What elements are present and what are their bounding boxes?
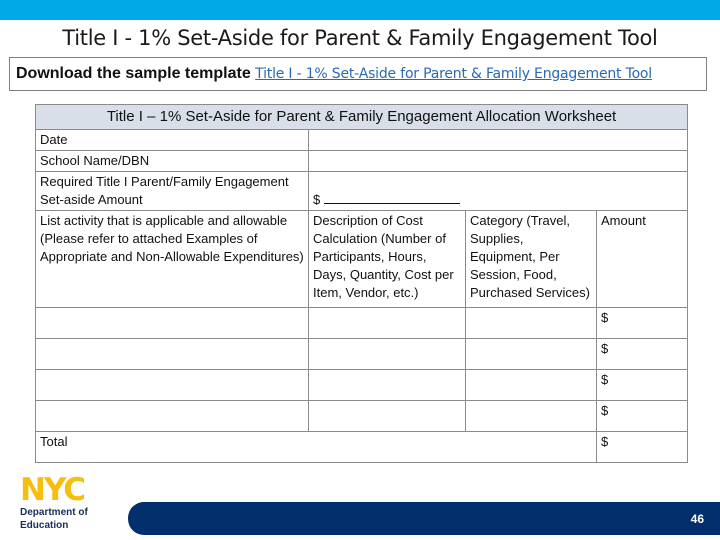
amount-cell[interactable]: $ <box>597 308 688 339</box>
description-header: Description of Cost Calculation (Number of Participants, Hours, Days, Quantity, Cost per Item, Vendor, etc.) <box>309 211 466 308</box>
description-cell[interactable] <box>309 370 466 401</box>
school-label: School Name/DBN <box>36 151 309 172</box>
setaside-amount-field[interactable] <box>309 172 688 211</box>
date-label: Date <box>36 130 309 151</box>
download-box <box>9 57 707 91</box>
activity-cell[interactable] <box>36 339 309 370</box>
description-cell[interactable] <box>309 308 466 339</box>
amount-cell[interactable]: $ <box>597 370 688 401</box>
top-accent-bar <box>0 0 720 20</box>
total-amount-cell[interactable]: $ <box>597 432 688 463</box>
logo-org-line1: Department of <box>20 507 88 518</box>
category-cell[interactable] <box>466 370 597 401</box>
category-cell[interactable] <box>466 401 597 432</box>
download-label: Download the sample template <box>16 65 251 82</box>
logo-org-line2: Education <box>20 520 69 531</box>
total-label: Total <box>36 432 597 463</box>
date-field[interactable] <box>309 130 688 151</box>
activity-cell[interactable] <box>36 370 309 401</box>
amount-header: Amount <box>597 211 688 308</box>
school-field[interactable] <box>309 151 688 172</box>
activity-cell[interactable] <box>36 401 309 432</box>
setaside-dollar: $ <box>313 192 321 207</box>
amount-cell[interactable]: $ <box>597 401 688 432</box>
activity-cell[interactable] <box>36 308 309 339</box>
activity-header: List activity that is applicable and allowable (Please refer to attached Examples of Appropriate and Non-Allowable Expenditures) <box>36 211 309 308</box>
category-cell[interactable] <box>466 339 597 370</box>
description-cell[interactable] <box>309 401 466 432</box>
template-link[interactable]: Title I - 1% Set-Aside for Parent & Family Engagement Tool <box>255 66 652 82</box>
category-header: Category (Travel, Supplies, Equipment, Per Session, Food, Purchased Services) <box>466 211 597 308</box>
worksheet-header: Title I – 1% Set-Aside for Parent & Family Engagement Allocation Worksheet <box>36 105 688 130</box>
footer-bar <box>128 502 720 535</box>
category-cell[interactable] <box>466 308 597 339</box>
nyc-doe-logo <box>20 472 110 535</box>
slide-title: Title I - 1% Set-Aside for Parent & Family Engagement Tool <box>62 26 658 50</box>
amount-cell[interactable]: $ <box>597 339 688 370</box>
allocation-worksheet <box>35 104 688 463</box>
amount-blank-line <box>324 191 460 204</box>
page-number: 46 <box>690 512 704 526</box>
description-cell[interactable] <box>309 339 466 370</box>
nyc-logo-text: NYC <box>20 472 85 508</box>
setaside-amount-label: Required Title I Parent/Family Engagement Set-aside Amount <box>36 172 309 211</box>
